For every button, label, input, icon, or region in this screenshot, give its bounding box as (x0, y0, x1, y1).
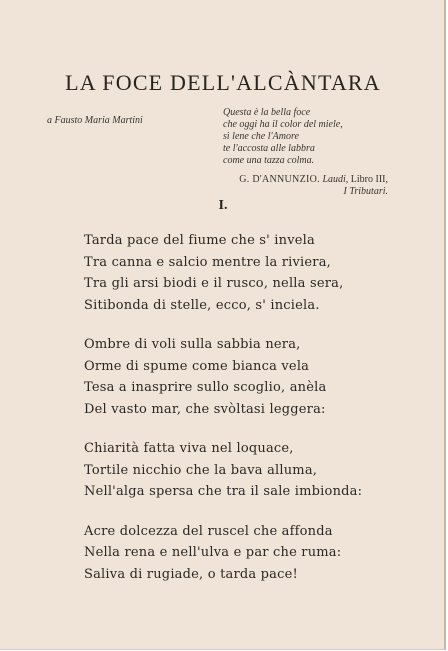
attribution-work: Laudi, (322, 174, 349, 185)
epigraph-line: sì lene che l'Amore (223, 131, 299, 142)
epigraph (223, 107, 413, 167)
epigraph-line: come una tazza colma. (223, 155, 315, 166)
poem-line: Tarda pace del fiume che s' invela (84, 233, 315, 248)
stanza (84, 230, 414, 316)
attribution-line-1 (239, 174, 388, 186)
poem-line: Tortile nicchio che la bava alluma, (84, 462, 318, 478)
epigraph-line: Questa è la bella foce (223, 107, 311, 118)
poem-line: Orme di spume come bianca vela (84, 358, 310, 374)
poem-line: Nell'alga spersa che tra il sale imbionda: (84, 484, 363, 499)
attribution-volume: Libro III, (350, 174, 388, 185)
poem-line: Saliva di rugiade, o tarda pace! (84, 566, 298, 582)
poem-line: Chiarità fatta viva nel loquace, (84, 441, 294, 456)
poem-line: Acre dolcezza del ruscel che affonda (84, 523, 333, 539)
stanza (84, 438, 414, 503)
dedication: a Fausto Maria Martini (47, 115, 143, 126)
poem-body (84, 230, 414, 603)
section-number: I. (218, 198, 228, 213)
stanza (84, 334, 414, 420)
attribution-section: I Tributari. (343, 186, 388, 197)
poem-title: LA FOCE DELL'ALCÀNTARA (65, 70, 381, 95)
poem-line: Del vasto mar, che svòltasi leggera: (84, 401, 326, 417)
poem-line: Tra canna e salcio mentre la riviera, (84, 254, 331, 270)
attribution-author: G. D'ANNUNZIO. (239, 174, 320, 185)
poem-line: Tesa a inasprire sullo scoglio, anèla (84, 380, 327, 395)
poem-line: Ombre di voli sulla sabbia nera, (84, 337, 301, 352)
epigraph-line: che oggi ha il color del miele, (223, 119, 343, 130)
poem-line: Nella rena e nell'ulva e par che ruma: (84, 545, 342, 560)
poem-line: Sitibonda di stelle, ecco, s' inciela. (84, 297, 320, 313)
epigraph-line: te l'accosta alle labbra (223, 143, 315, 154)
poem-line: Tra gli arsi biodi e il rusco, nella sera, (84, 276, 344, 291)
epigraph-attribution (239, 174, 388, 198)
stanza (84, 521, 414, 586)
